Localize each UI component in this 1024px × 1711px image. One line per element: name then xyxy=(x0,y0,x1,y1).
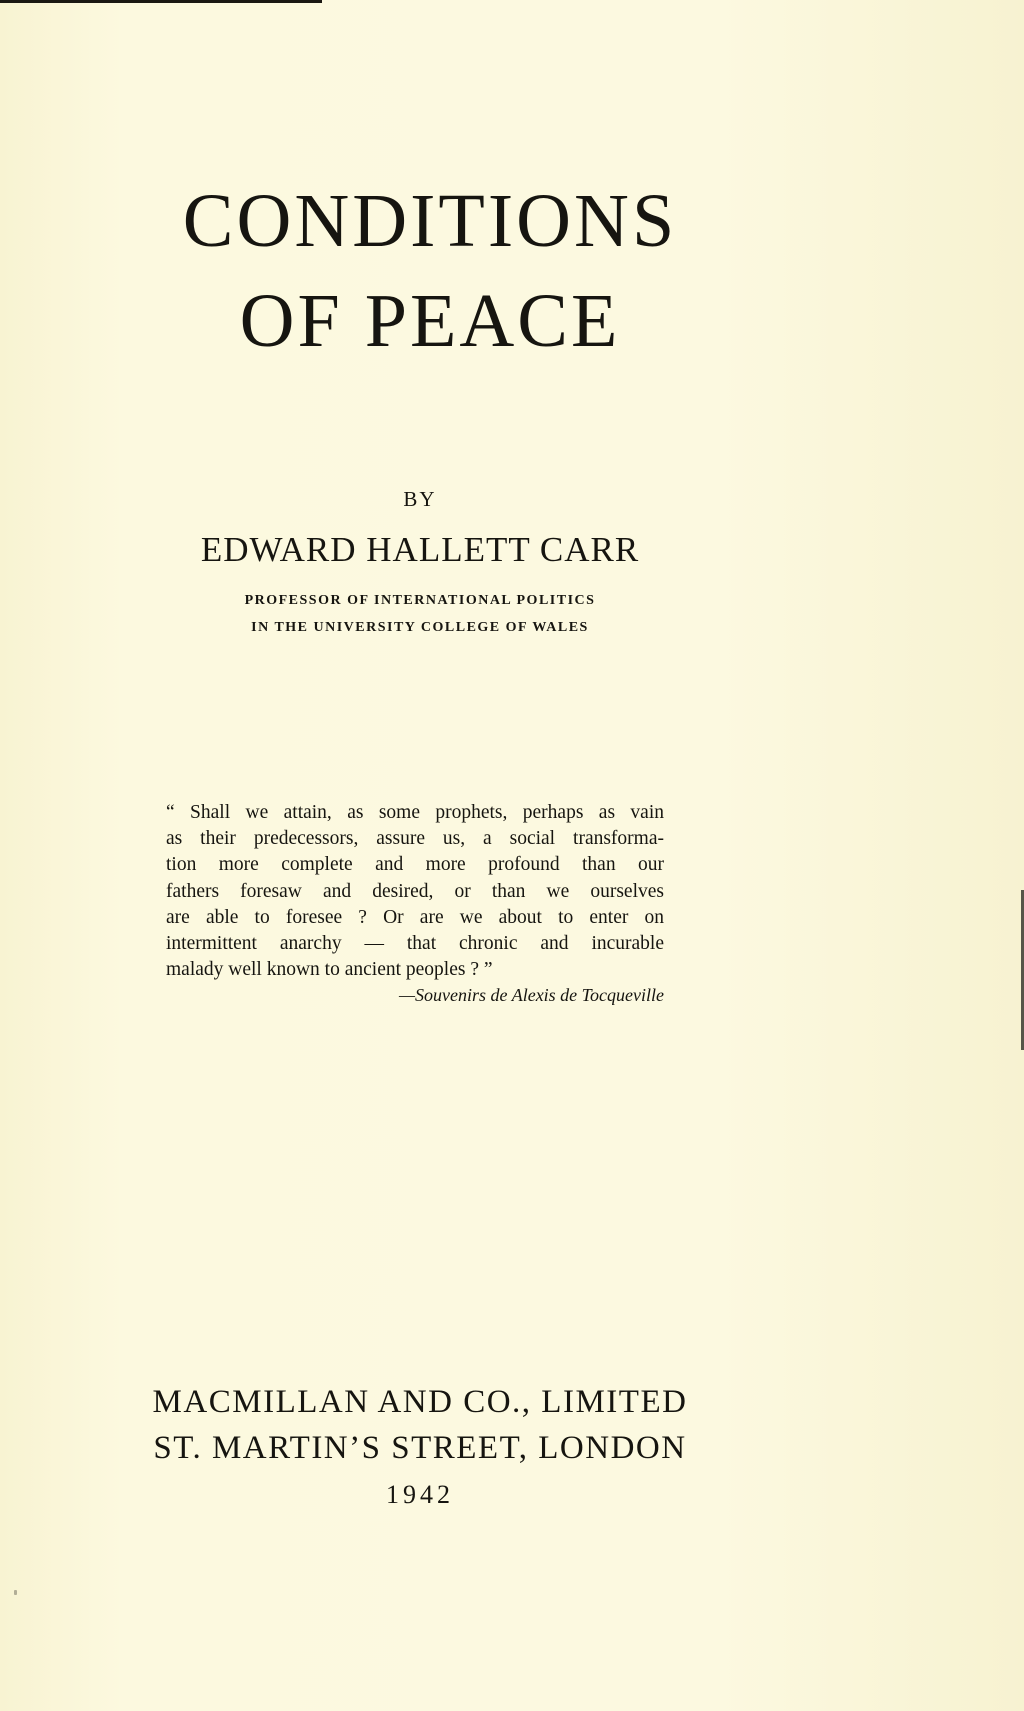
publisher-name: MACMILLAN AND CO., LIMITED xyxy=(152,1384,688,1420)
epigraph-line: “ Shall we attain, as some prophets, perhaps as vain xyxy=(166,802,664,823)
epigraph-line: tion more complete and more profound than our xyxy=(166,854,664,876)
byline: BY xyxy=(403,487,437,511)
epigraph-line: fathers foresaw and desired, or than we ourselves xyxy=(166,880,664,902)
paper-speck xyxy=(14,1590,17,1595)
author-name: EDWARD HALLETT CARR xyxy=(200,530,640,569)
author-affiliation-line-1: PROFESSOR OF INTERNATIONAL POLITICS xyxy=(244,593,596,608)
book-title-line-1: CONDITIONS xyxy=(182,179,678,263)
publication-year: 1942 xyxy=(386,1480,454,1509)
top-rule xyxy=(0,0,322,3)
epigraph-line: malady well known to ancient peoples ? ” xyxy=(166,959,493,981)
author-affiliation-line-2: IN THE UNIVERSITY COLLEGE OF WALES xyxy=(251,620,589,635)
epigraph-attribution: —Souvenirs de Alexis de Tocqueville xyxy=(399,985,664,1005)
epigraph xyxy=(166,800,664,983)
publisher-address: ST. MARTIN’S STREET, LONDON xyxy=(153,1430,687,1466)
book-title-line-2: OF PEACE xyxy=(239,279,621,363)
epigraph-line: intermittent anarchy — that chronic and incurable xyxy=(166,933,664,955)
epigraph-line: as their predecessors, assure us, a social transforma- xyxy=(166,828,664,850)
epigraph-line: are able to foresee ? Or are we about to enter on xyxy=(166,906,664,928)
